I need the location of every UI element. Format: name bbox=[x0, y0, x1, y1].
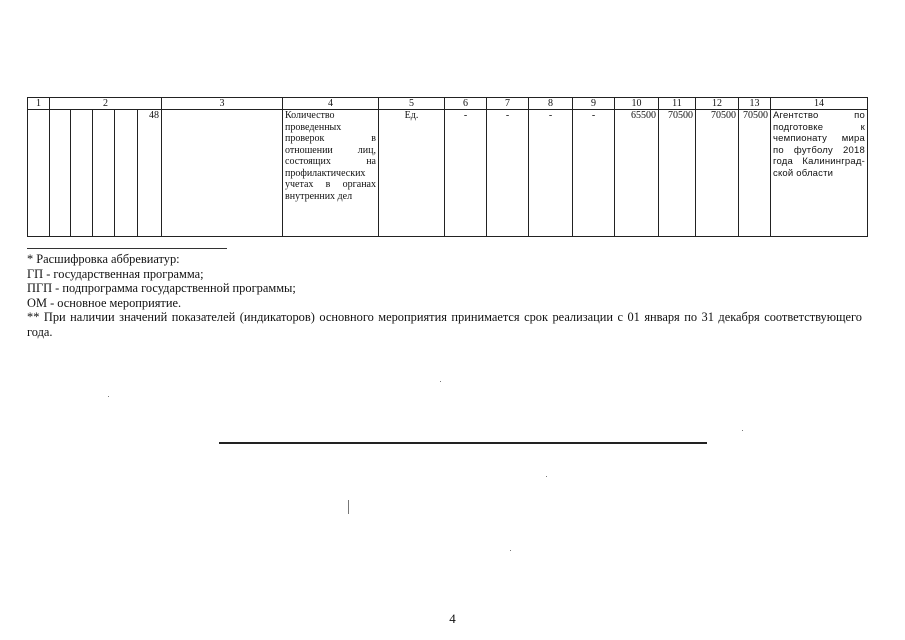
header-cell-14: 14 bbox=[771, 98, 868, 110]
abbreviation-pgp: ПГП - подпрограмма государственной программы; bbox=[27, 281, 296, 295]
table-row bbox=[28, 110, 868, 237]
table-header-row bbox=[28, 98, 868, 110]
scan-speck bbox=[546, 476, 547, 477]
indicators-table bbox=[27, 97, 868, 237]
code-number: 48 bbox=[149, 110, 159, 121]
cell-col7: - bbox=[487, 110, 529, 237]
value-col11: 70500 bbox=[659, 110, 696, 237]
scan-speck bbox=[348, 500, 349, 514]
cell-code bbox=[50, 110, 162, 237]
abbreviation-gp: ГП - государственная программа; bbox=[27, 266, 204, 281]
header-cell-5: 5 bbox=[379, 98, 445, 110]
cell-col9: - bbox=[573, 110, 615, 237]
scan-speck bbox=[108, 396, 109, 397]
header-cell-6: 6 bbox=[445, 98, 487, 110]
footnote-rule bbox=[27, 248, 227, 249]
page-number: 4 bbox=[449, 611, 456, 626]
scan-speck bbox=[510, 550, 511, 551]
cell-col8: - bbox=[529, 110, 573, 237]
header-cell-9: 9 bbox=[573, 98, 615, 110]
abbreviation-om: ОМ - основное мероприятие. bbox=[27, 295, 182, 310]
cell-col3 bbox=[162, 110, 283, 237]
header-cell-1: 1 bbox=[28, 98, 50, 110]
code-divider bbox=[70, 110, 71, 236]
cell-col1 bbox=[28, 110, 50, 237]
footnotes bbox=[27, 248, 862, 339]
header-cell-3: 3 bbox=[162, 98, 283, 110]
scan-speck bbox=[742, 430, 743, 431]
header-cell-13: 13 bbox=[739, 98, 771, 110]
value-col13: 70500 bbox=[739, 110, 771, 237]
header-cell-11: 11 bbox=[659, 98, 696, 110]
indicator-name: Количество проведенных проверок в отношении лиц, состоящих на профилактических учетах в органах внутренних дел bbox=[283, 110, 379, 237]
abbreviations-title: * Расшифровка аббревиатур: bbox=[27, 252, 180, 266]
executor-cell: Агентство по подготовке к чемпионату мира по футболу 2018 года Калининград-ской области bbox=[771, 110, 868, 237]
header-cell-8: 8 bbox=[529, 98, 573, 110]
end-rule bbox=[219, 442, 707, 444]
header-cell-10: 10 bbox=[615, 98, 659, 110]
cell-col6: - bbox=[445, 110, 487, 237]
code-divider bbox=[92, 110, 93, 236]
code-divider bbox=[114, 110, 115, 236]
header-cell-12: 12 bbox=[696, 98, 739, 110]
value-col10: 65500 bbox=[615, 110, 659, 237]
header-cell-2: 2 bbox=[50, 98, 162, 110]
code-divider bbox=[137, 110, 138, 236]
value-col12: 70500 bbox=[696, 110, 739, 237]
scan-speck bbox=[440, 381, 441, 382]
unit-cell: Ед. bbox=[379, 110, 445, 237]
header-cell-7: 7 bbox=[487, 98, 529, 110]
implementation-note: ** При наличии значений показателей (индикаторов) основного мероприятия принимается срок реализации с 01 января по 31 декабря соответствующего года. bbox=[27, 310, 862, 339]
header-cell-4: 4 bbox=[283, 98, 379, 110]
